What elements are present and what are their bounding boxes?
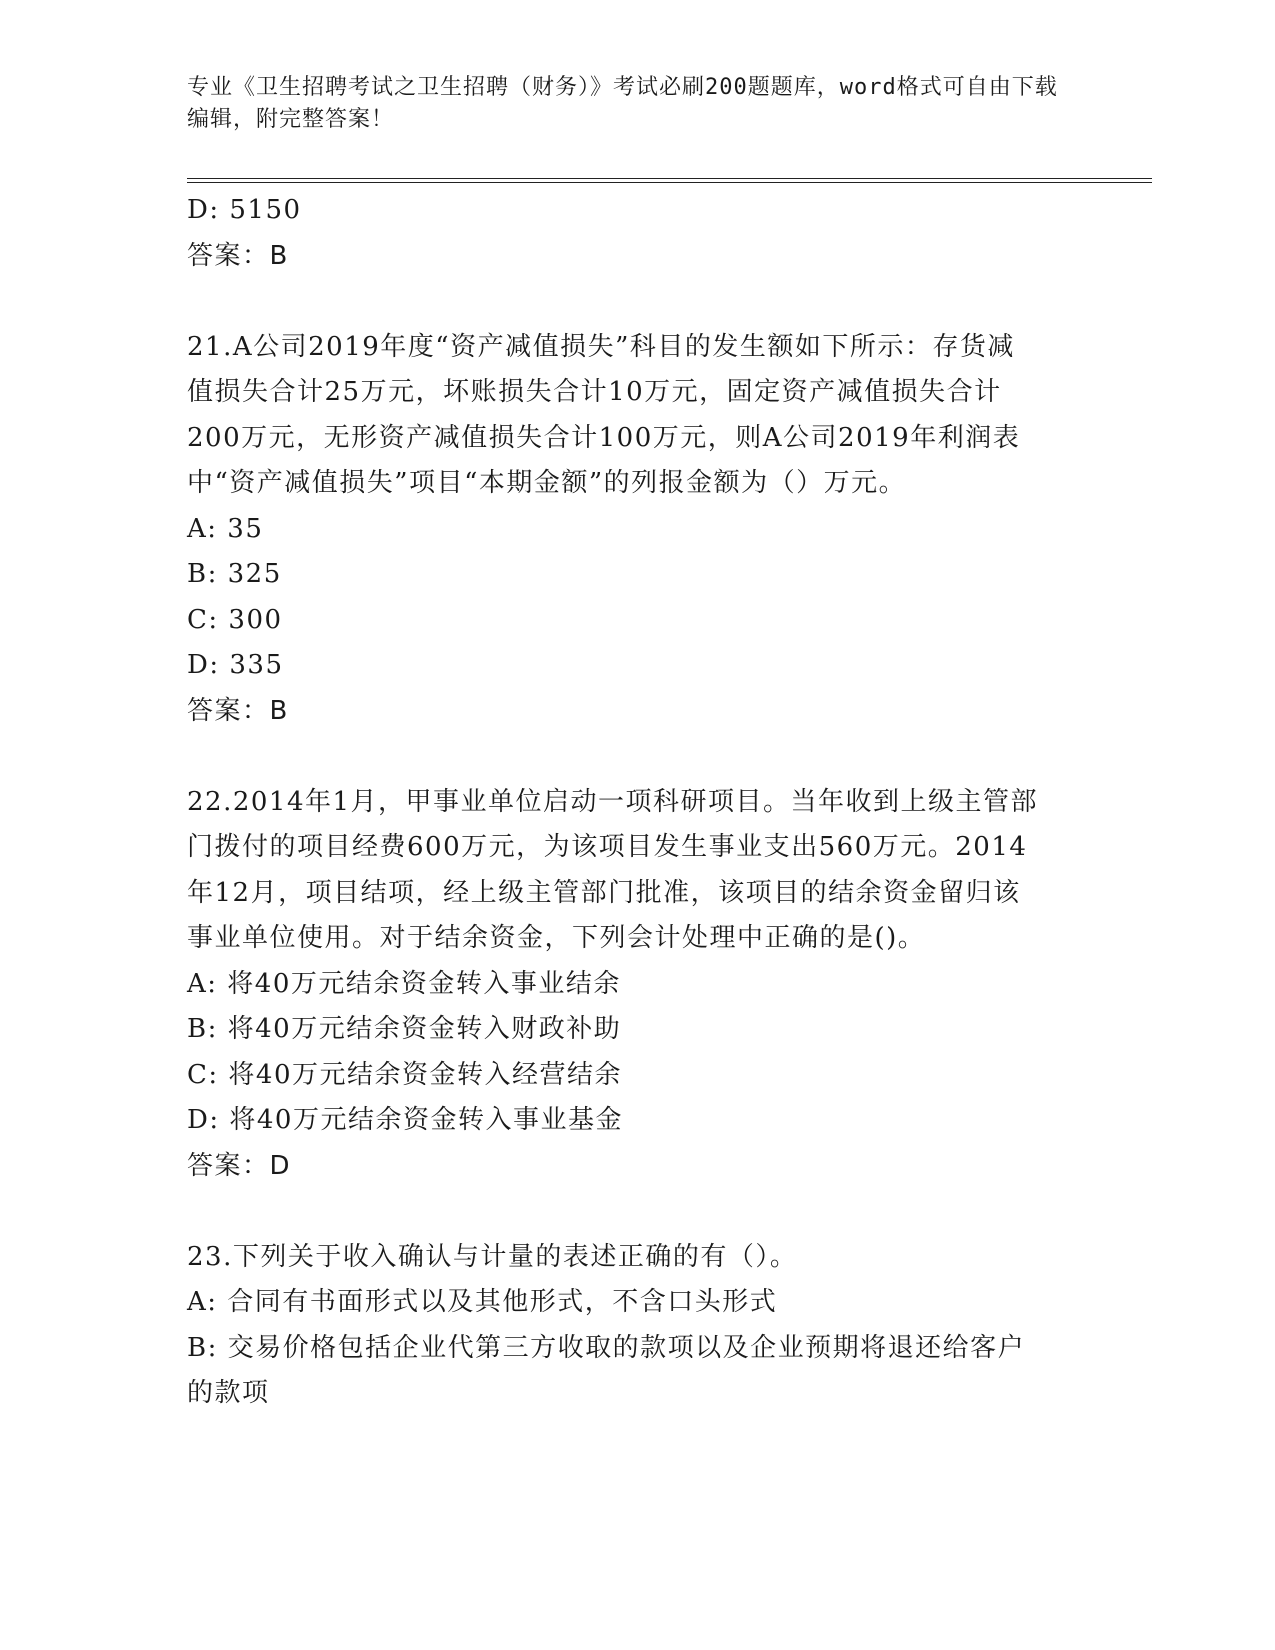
- question-text-line: 200万元，无形资产减值损失合计100万元，则A公司2019年利润表: [187, 422, 1021, 453]
- answer: 答案：B: [187, 695, 289, 726]
- answer-carryover: 答案：B: [187, 240, 289, 271]
- option-a: A: 35: [187, 513, 264, 544]
- spacer: [187, 1189, 1077, 1235]
- option-b: B: 将40万元结余资金转入财政补助: [187, 1014, 622, 1044]
- question-text-line: 事业单位使用。对于结余资金，下列会计处理中正确的是()。: [187, 923, 926, 953]
- question-23: [187, 1235, 1077, 1417]
- question-text-line: 22.2014年1月，甲事业单位启动一项科研项目。当年收到上级主管部: [187, 786, 1039, 817]
- header-title: 专业《卫生招聘考试之卫生招聘（财务）》考试必刷200题题库，word格式可自由下载编辑，附完整答案！: [187, 75, 1058, 132]
- option-a: A: 将40万元结余资金转入事业结余: [187, 968, 621, 999]
- header-rule-second: [187, 182, 1152, 183]
- question-21: [187, 325, 1077, 735]
- option-d: D: 335: [187, 650, 284, 680]
- option-b: B: 325: [187, 559, 282, 589]
- option-d: D: 将40万元结余资金转入事业基金: [187, 1105, 623, 1135]
- spacer: [187, 734, 1077, 780]
- option-d-carryover: D: 5150: [187, 195, 302, 225]
- question-text-line: 中“资产减值损失”项目“本期金额”的列报金额为（）万元。: [187, 468, 907, 498]
- spacer: [187, 279, 1077, 325]
- question-22: [187, 780, 1077, 1190]
- question-text-line: 21.A公司2019年度“资产减值损失”科目的发生额如下所示：存货减: [187, 331, 1015, 362]
- question-text-line: 23.下列关于收入确认与计量的表述正确的有（）。: [187, 1241, 798, 1272]
- option-c: C: 300: [187, 604, 283, 635]
- question-text-line: 值损失合计25万元，坏账损失合计10万元，固定资产减值损失合计: [187, 377, 1002, 407]
- question-text-line: 门拨付的项目经费600万元，为该项目发生事业支出560万元。2014: [187, 832, 1028, 862]
- document-header: [187, 72, 1067, 136]
- document-body: [187, 188, 1077, 1417]
- option-b-continued: 的款项: [187, 1378, 270, 1408]
- option-c: C: 将40万元结余资金转入经营结余: [187, 1059, 623, 1090]
- answer: 答案：D: [187, 1150, 292, 1181]
- question-text-line: 年12月，项目结项，经上级主管部门批准，该项目的结余资金留归该: [187, 877, 1021, 908]
- header-rule: [187, 178, 1152, 179]
- option-b: B: 交易价格包括企业代第三方收取的款项以及企业预期将退还给客户: [187, 1332, 1026, 1363]
- option-a: A: 合同有书面形式以及其他形式，不含口头形式: [187, 1287, 778, 1317]
